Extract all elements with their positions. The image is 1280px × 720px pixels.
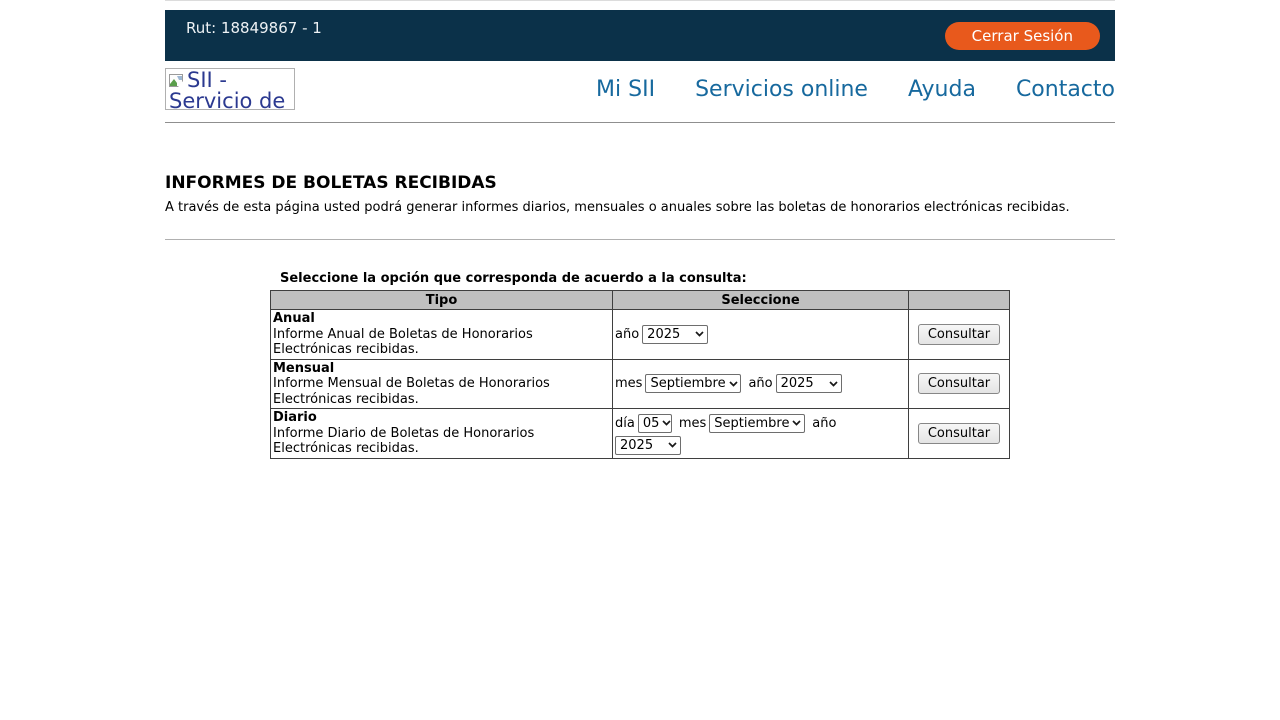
table-row-diario — [271, 409, 1010, 459]
mensual-description: Informe Mensual de Boletas de Honorarios Electrónicas recibidas. — [273, 376, 550, 407]
consulta-table — [270, 290, 1010, 459]
anual-ano-label: año — [615, 326, 640, 342]
page-description: A través de esta página usted podrá generar informes diarios, mensuales o anuales sobre las boletas de honorarios electrónicas recibidas. — [165, 200, 1070, 215]
table-row-anual — [271, 310, 1010, 360]
anual-action-cell — [909, 310, 1010, 360]
sii-logo-link[interactable] — [165, 68, 295, 110]
mensual-ano-select[interactable]: 2025 — [776, 374, 842, 393]
mensual-title: Mensual — [273, 360, 335, 376]
anual-ano-select[interactable]: 2025 — [642, 325, 708, 344]
column-header-accion — [909, 291, 1010, 310]
diario-mes-label: mes — [678, 415, 707, 431]
diario-ano-label: año — [812, 415, 837, 431]
topbar — [165, 10, 1115, 61]
nav-contacto[interactable]: Contacto — [1015, 76, 1115, 102]
diario-dia-label: día — [615, 415, 635, 431]
table-header-row — [271, 291, 1010, 310]
diario-action-cell — [909, 409, 1010, 459]
nav-ayuda[interactable]: Ayuda — [907, 76, 976, 102]
diario-consultar-button[interactable]: Consultar — [918, 423, 1000, 444]
diario-selects-line2 — [615, 436, 906, 455]
anual-consultar-button[interactable]: Consultar — [918, 324, 1000, 345]
mensual-select-cell — [613, 359, 909, 409]
mensual-ano-label: año — [748, 376, 773, 392]
site-header — [165, 68, 1115, 123]
logo-alt-text-line1: SII - — [187, 68, 227, 92]
broken-image-icon — [169, 71, 185, 91]
anual-title: Anual — [273, 311, 315, 326]
diario-ano-select[interactable]: 2025 — [615, 436, 681, 455]
anual-tipo-cell — [271, 310, 613, 360]
table-row-mensual — [271, 359, 1010, 409]
mensual-consultar-button[interactable]: Consultar — [918, 373, 1000, 394]
diario-title: Diario — [273, 410, 317, 425]
diario-description: Informe Diario de Boletas de Honorarios Electrónicas recibidas. — [273, 425, 535, 456]
mensual-action-cell — [909, 359, 1010, 409]
main-nav — [596, 77, 1115, 102]
page-title: INFORMES DE BOLETAS RECIBIDAS — [165, 173, 497, 193]
mensual-tipo-cell — [271, 359, 613, 409]
mensual-mes-select[interactable]: Septiembre — [645, 374, 741, 393]
rut-label: Rut: 18849867 - 1 — [186, 19, 322, 37]
logout-button[interactable]: Cerrar Sesión — [945, 22, 1100, 50]
nav-servicios-online[interactable]: Servicios online — [695, 76, 868, 102]
diario-tipo-cell — [271, 409, 613, 459]
page-container — [165, 0, 1115, 459]
logo-alt-text-line2: Servicio de — [169, 89, 286, 110]
consulta-caption: Seleccione la opción que corresponda de acuerdo a la consulta: — [280, 271, 747, 286]
divider — [165, 239, 1115, 240]
anual-description: Informe Anual de Boletas de Honorarios Electrónicas recibidas. — [273, 326, 533, 357]
anual-select-cell — [613, 310, 909, 360]
diario-select-cell — [613, 409, 909, 459]
column-header-seleccione: Seleccione — [613, 291, 909, 310]
nav-mi-sii[interactable]: Mi SII — [596, 76, 656, 102]
diario-dia-select[interactable]: 05 — [638, 414, 672, 433]
column-header-tipo: Tipo — [271, 291, 613, 310]
mensual-mes-label: mes — [615, 376, 643, 392]
diario-selects-line1 — [615, 412, 906, 435]
diario-mes-select[interactable]: Septiembre — [709, 414, 805, 433]
